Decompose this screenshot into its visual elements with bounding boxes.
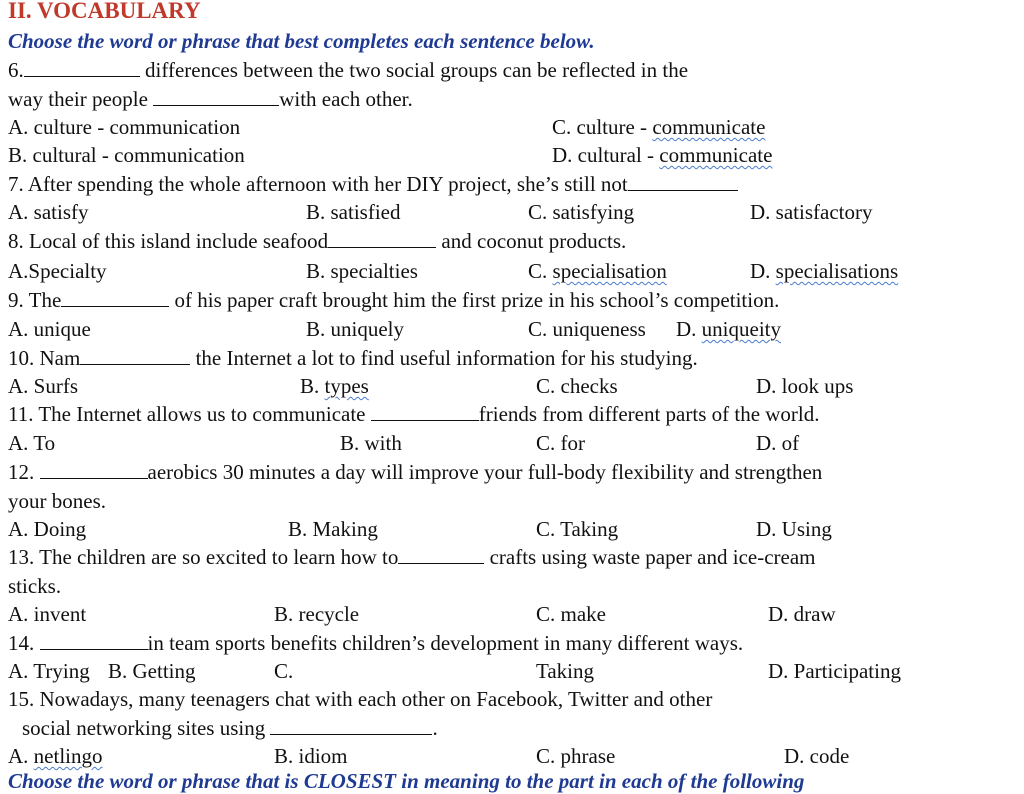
question-10-stem (8, 345, 698, 371)
option-word: netlingo (33, 744, 103, 768)
answer-blank (80, 346, 190, 365)
question-6-line-1 (8, 57, 688, 83)
option-c: C. satisfying (528, 200, 635, 224)
option-prefix: C. (528, 259, 553, 283)
question-text: 13. The children are so excited to learn how to (8, 545, 399, 569)
option-a: A. invent (8, 602, 87, 626)
option-c-letter: C. (274, 659, 294, 683)
option-b: B. idiom (274, 744, 348, 768)
option-a: A. culture - communication (8, 115, 241, 139)
answer-blank (40, 460, 148, 479)
option-d: D. Using (756, 517, 832, 541)
question-text: in team sports benefits children’s development in many different ways. (147, 631, 744, 655)
option-b: B. Getting (108, 659, 196, 683)
answer-blank (371, 402, 479, 421)
question-text: friends from different parts of the world. (478, 402, 820, 426)
question-9-stem (8, 287, 779, 313)
question-text: of his paper craft brought him the first prize in his school’s competition. (169, 288, 780, 312)
option-prefix: D. (750, 259, 776, 283)
option-a: A. Surfs (8, 374, 79, 398)
question-14-stem (8, 630, 743, 656)
question-13-line-2: sticks. (8, 574, 62, 598)
answer-blank (40, 631, 148, 650)
question-text: 8. Local of this island include seafood (8, 229, 329, 253)
option-prefix: B. (300, 374, 325, 398)
option-b: B. cultural - communication (8, 143, 245, 167)
option-a: A. To (8, 431, 56, 455)
option-a: A.Specialty (8, 259, 107, 283)
question-8-stem (8, 228, 626, 254)
answer-blank (398, 545, 484, 564)
question-text: crafts using waste paper and ice-cream (484, 545, 816, 569)
option-c: C. phrase (536, 744, 616, 768)
option-word: specialisation (552, 259, 667, 283)
section-heading: II. VOCABULARY (8, 0, 201, 23)
option-b: B. specialties (306, 259, 418, 283)
option-prefix: D. cultural - (552, 143, 660, 167)
option-prefix: D. (676, 317, 702, 341)
question-text: the Internet a lot to find useful information for his studying. (190, 346, 698, 370)
option-a (8, 743, 103, 769)
option-c: C. checks (536, 374, 618, 398)
instruction-text: Choose the word or phrase that best completes each sentence below. (8, 29, 595, 53)
option-c (552, 114, 765, 140)
option-d: D. draw (768, 602, 836, 626)
question-text: 11. The Internet allows us to communicate (8, 402, 371, 426)
question-number: 12. (8, 460, 40, 484)
option-b: B. satisfied (306, 200, 401, 224)
question-text: 10. Nam (8, 346, 81, 370)
option-d (750, 258, 898, 284)
option-d: D. satisfactory (750, 200, 873, 224)
option-a: A. unique (8, 317, 91, 341)
option-b: B. recycle (274, 602, 360, 626)
option-a: A. Trying (8, 659, 90, 683)
next-instruction-text: Choose the word or phrase that is CLOSEST in meaning to the part in each of the following (8, 769, 805, 793)
option-b: B. uniquely (306, 317, 404, 341)
option-word: specialisations (775, 259, 899, 283)
question-text: . (432, 716, 438, 740)
answer-blank (328, 229, 436, 248)
option-c: Taking (536, 659, 595, 683)
option-c: C. make (536, 602, 606, 626)
option-c: C. Taking (536, 517, 619, 541)
option-d (676, 316, 781, 342)
question-15-line-2 (22, 715, 438, 741)
answer-blank (628, 172, 738, 191)
question-6-line-2 (8, 86, 413, 112)
option-a: A. satisfy (8, 200, 89, 224)
answer-blank (270, 716, 432, 735)
question-text: social networking sites using (22, 716, 271, 740)
option-word: uniqueity (701, 317, 781, 341)
option-d: D. Participating (768, 659, 901, 683)
option-b (300, 373, 369, 399)
option-prefix: C. culture - (552, 115, 653, 139)
answer-blank (24, 58, 140, 77)
option-d (552, 142, 772, 168)
question-text: 7. After spending the whole afternoon with her DIY project, she’s still not (8, 172, 628, 196)
option-c: C. for (536, 431, 585, 455)
option-c (528, 258, 667, 284)
question-number: 6. (8, 58, 24, 82)
question-text: with each other. (279, 87, 413, 111)
question-11-stem (8, 401, 820, 427)
option-prefix: A. (8, 744, 34, 768)
answer-blank (61, 288, 169, 307)
option-word: communicate (652, 115, 766, 139)
question-text: 9. The (8, 288, 62, 312)
question-text: aerobics 30 minutes a day will improve your full-body flexibility and strengthen (147, 460, 823, 484)
option-word: types (324, 374, 369, 398)
option-d: D. of (756, 431, 800, 455)
question-12-line-2: your bones. (8, 489, 106, 513)
option-b: B. with (340, 431, 402, 455)
question-12-line-1 (8, 459, 822, 485)
question-text: and coconut products. (436, 229, 627, 253)
question-number: 14. (8, 631, 40, 655)
question-text: differences between the two social groups can be reflected in the (139, 58, 689, 82)
option-c: C. uniqueness (528, 317, 646, 341)
option-a: A. Doing (8, 517, 87, 541)
question-13-line-1 (8, 544, 816, 570)
option-d: D. look ups (756, 374, 854, 398)
question-text: way their people (8, 87, 154, 111)
question-7-stem (8, 171, 738, 197)
question-15-line-1: 15. Nowadays, many teenagers chat with each other on Facebook, Twitter and other (8, 687, 713, 711)
option-d: D. code (784, 744, 850, 768)
option-word: communicate (659, 143, 773, 167)
option-b: B. Making (288, 517, 378, 541)
answer-blank (153, 87, 279, 106)
